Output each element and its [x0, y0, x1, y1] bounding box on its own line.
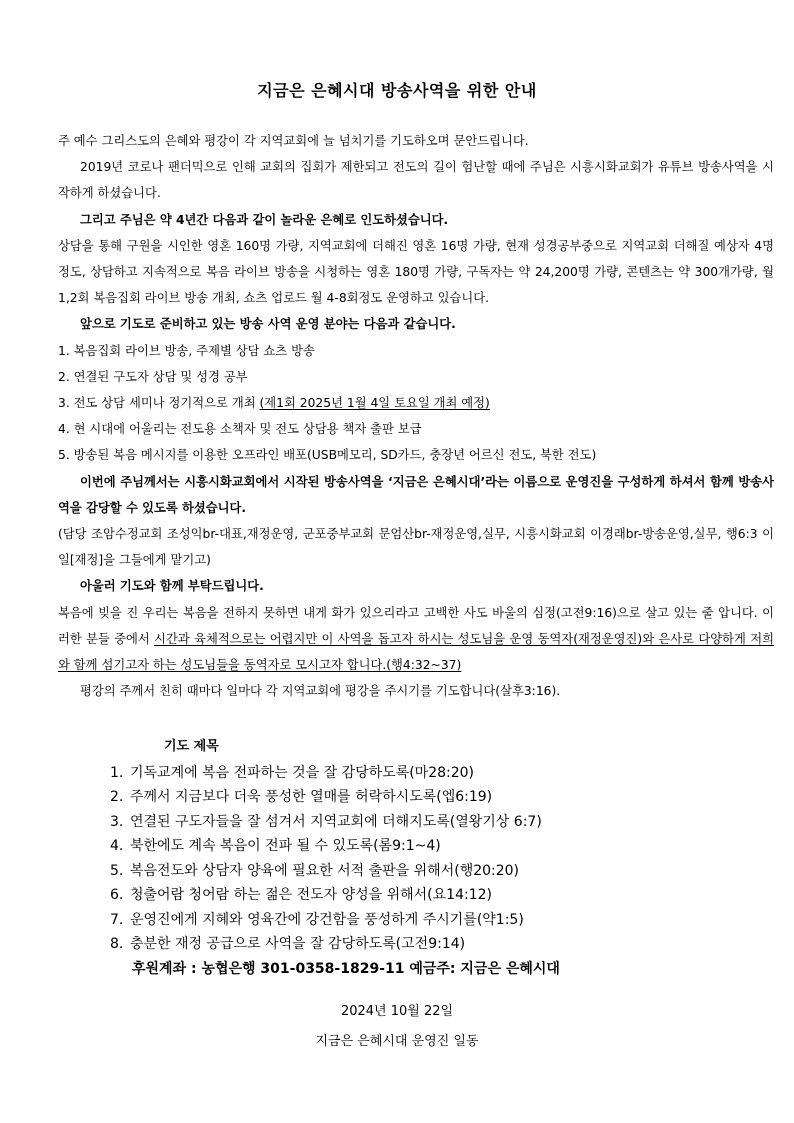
prayer-section	[110, 735, 730, 981]
grace-heading: 그리고 주님은 약 4년간 다음과 같이 놀라운 은혜로 인도하셨습니다.	[80, 212, 449, 227]
document-date: 2024년 10월 22일	[340, 1004, 454, 1019]
greeting-paragraph: 주 예수 그리스도의 은혜와 평강이 각 지역교회에 늘 넘치기를 기도하오며 문안드립니다.	[58, 134, 529, 148]
closing-paragraph: 평강의 주께서 친히 때마다 일마다 각 지역교회에 평강을 주시기를 기도합니다(살후3:16).	[80, 684, 561, 699]
request-underlined-text: 시간과 육체적으로는 어렵지만 이 사역을 돕고자 하시는 성도님을 운영 동역자(재정운영진)와 은사로 다양하게 저희와 함께 섬기고자 하는 성도님들을 동역자로 모시고자 합니다.(행4:32~37)	[58, 631, 774, 673]
plans-list	[58, 338, 774, 469]
plans-list-item: 4. 현 시대에 어울리는 전도용 소책자 및 전도 상담용 책자 출판 보급	[58, 422, 422, 437]
grace-details-paragraph: 상담을 통해 구원을 시인한 영혼 160명 가량, 지역교회에 더해진 영혼 16명 가량, 현재 성경공부중으로 지역교회 더해질 예상자 4명 정도, 상담하고 지속적으로 복음 라이브 방송을 시청하는 영혼 180명 가량, 구독자는 약 24,200명 가량, 콘텐츠는 약 300개가량, 월 1,2회 복음집회 라이브 방송 개최, 쇼츠 업로드 월 4-8회정도 운영하고 있습니다.	[58, 238, 774, 306]
plans-list-item: 3. 전도 상담 세미나 정기적으로 개최 (제1회 2025년 1월 4일 토요일 개최 예정)	[58, 396, 490, 411]
plans-list-item: 1. 복음집회 라이브 방송, 주제별 상담 쇼츠 방송	[58, 343, 315, 358]
plans-heading: 앞으로 기도로 준비하고 있는 방송 사역 운영 분야는 다음과 같습니다.	[80, 317, 456, 332]
request-heading: 아울러 기도와 함께 부탁드립니다.	[80, 579, 264, 594]
prayer-title: 기도 제목	[164, 739, 219, 754]
origin-paragraph: 2019년 코로나 팬더믹으로 인해 교회의 집회가 제한되고 전도의 길이 험난할 때에 주님은 시흥시화교회가 유튜브 방송사역을 시작하게 하셨습니다.	[58, 160, 774, 201]
prayer-list	[110, 761, 730, 957]
prayer-item: 3. 연결된 구도자들을 잘 섬겨서 지역교회에 더해지도록(열왕기상 6:7)	[110, 813, 542, 830]
seminar-date-note: (제1회 2025년 1월 4일 토요일 개최 예정)	[259, 396, 490, 411]
document-signature: 지금은 은혜시대 운영진 일동	[315, 1034, 479, 1049]
document-title: 지금은 은혜시대 방송사역을 위한 안내	[257, 81, 537, 100]
prayer-item: 7. 운영진에게 지혜와 영육간에 강건함을 풍성하게 주시기를(약1:5)	[110, 911, 524, 928]
donation-account: 후원계좌 : 농협은행 301-0358-1829-11 예금주: 지금은 은혜시대	[132, 960, 560, 977]
document-body	[58, 128, 774, 704]
prayer-item: 6. 청출어람 청어람 하는 젊은 전도자 양성을 위해서(요14:12)	[110, 887, 492, 903]
request-paragraph: 복음에 빚을 진 우리는 복음을 전하지 못하면 내게 화가 있으리라고 고백한 사도 바울의 심정(고전9:16)으로 살고 있는 줄 압니다. 이러한 분들 중에서 시간과 육체적으로는 어렵지만 이 사역을 돕고자 하시는 성도님을 운영 동역자(재정운영진)와 은사로 다양하게 저희와 함께 섬기고자 하는 성도님들을 동역자로 모시고자 합니다.(행4:32~37)	[58, 605, 774, 673]
prayer-item: 5. 복음전도와 상담자 양육에 필요한 서적 출판을 위해서(행20:20)	[110, 862, 520, 879]
team-heading: 이번에 주님께서는 시흥시화교회에서 시작된 방송사역을 ‘지금은 은혜시대’라는 이름으로 운영진을 구성하게 하셔서 함께 방송사역을 감당할 수 있도록 하셨습니다.	[58, 474, 774, 515]
prayer-item: 8. 충분한 재정 공급으로 사역을 잘 감당하도록(고전9:14)	[110, 936, 466, 952]
prayer-item: 1. 기독교계에 복음 전파하는 것을 잘 감당하도록(마28:20)	[110, 764, 474, 781]
plans-list-item: 5. 방송된 복음 메시지를 이용한 오프라인 배포(USB메모리, SD카드, 충장년 어르신 전도, 북한 전도)	[58, 448, 597, 463]
prayer-item: 4. 북한에도 계속 복음이 전파 될 수 있도록(롬9:1~4)	[110, 838, 441, 854]
prayer-item: 2. 주께서 지금보다 더욱 풍성한 열매를 허락하시도록(엡6:19)	[110, 789, 493, 805]
team-members-paragraph: (담당 조암수정교회 조성익br-대표,재정운영, 군포중부교회 문엄산br-재정운영,실무, 시흥시화교회 이경래br-방송운영,실무, 행6:3 이 일[재정]을 그들에게 맡기고)	[58, 527, 774, 568]
plans-list-item: 2. 연결된 구도자 상담 및 성경 공부	[58, 369, 248, 384]
